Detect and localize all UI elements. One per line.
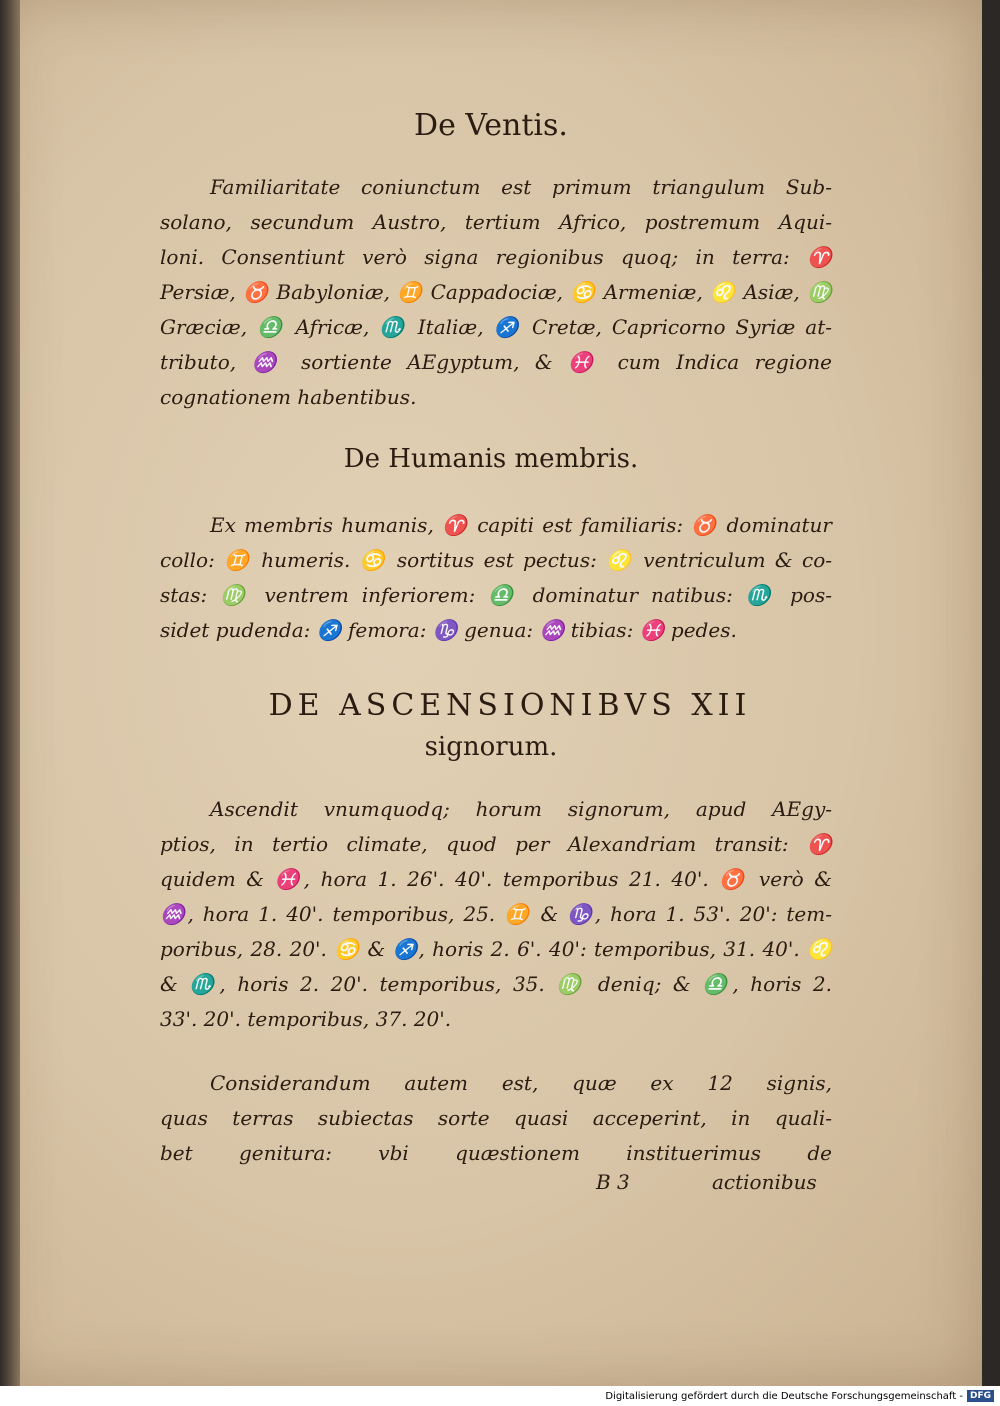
text-line: Considerandum autem est, quæ ex 12 signis,: [210, 1071, 832, 1095]
text-line: stas: ♍ ventrem inferiorem: ♎ dominatur natibus: ♏ pos-: [160, 583, 832, 607]
text-line: Ex membris humanis, ♈ capiti est familiaris: ♉ dominatur: [210, 513, 832, 537]
footer-bar: [0, 1386, 1000, 1406]
text-line: Familiaritate coniunctum est primum triangulum Sub-: [210, 175, 832, 199]
text-line: Persiæ, ♉ Babyloniæ, ♊ Cappadociæ, ♋ Armeniæ, ♌ Asiæ, ♍: [160, 280, 832, 304]
text-line: quidem & ♓, hora 1. 26'. 40'. temporibus 21. 40'. ♉ verò &: [160, 867, 832, 891]
heading-de-ascensionibus: DE ASCENSIONIBVS XII: [268, 688, 752, 723]
paragraph-ascensionibus: [160, 792, 832, 1037]
text-line: solano, secundum Austro, tertium Africo, postremum Aqui-: [160, 210, 832, 234]
paragraph-de-humanis: [160, 508, 832, 648]
text-line: cognationem habentibus.: [160, 385, 417, 409]
text-line: 33'. 20'. temporibus, 37. 20'.: [160, 1007, 452, 1031]
text-line: loni. Consentiunt verò signa regionibus quoq; in terra: ♈: [160, 245, 832, 269]
text-line: tributo, ♒ sortiente AEgyptum, & ♓ cum Indica regione: [160, 350, 832, 374]
text-line: ♒, hora 1. 40'. temporibus, 25. ♊ & ♑, hora 1. 53'. 20': tem-: [160, 902, 832, 926]
text-line: collo: ♊ humeris. ♋ sortitus est pectus: ♌ ventriculum & co-: [160, 548, 832, 572]
text-line: poribus, 28. 20'. ♋ & ♐, horis 2. 6'. 40': temporibus, 31. 40'. ♌: [160, 937, 832, 961]
text-line: quas terras subiectas sorte quasi acceperint, in quali-: [160, 1106, 832, 1130]
signature-mark: B 3: [596, 1170, 630, 1194]
text-line: Ascendit vnumquodq; horum signorum, apud AEgy-: [210, 797, 832, 821]
catchword: actionibus: [712, 1170, 817, 1194]
heading-de-ventis: De Ventis.: [414, 108, 568, 143]
text-line: sidet pudenda: ♐ femora: ♑ genua: ♒ tibias: ♓ pedes.: [160, 618, 737, 642]
text-line: Græciæ, ♎ Africæ, ♏ Italiæ, ♐ Cretæ, Capricorno Syriæ at-: [160, 315, 832, 339]
text-line: bet genitura: vbi quæstionem instituerimus de: [160, 1141, 832, 1165]
subheading-signorum: signorum.: [424, 732, 558, 762]
text-line: ptios, in tertio climate, quod per Alexandriam transit: ♈: [160, 832, 832, 856]
dfg-logo: DFG: [967, 1390, 994, 1402]
paragraph-de-ventis: [160, 170, 832, 415]
funding-note: Digitalisierung gefördert durch die Deutsche Forschungsgemeinschaft -: [605, 1390, 963, 1402]
paragraph-considerandum: [160, 1066, 832, 1171]
text-line: & ♏, horis 2. 20'. temporibus, 35. ♍ deniq; & ♎, horis 2.: [160, 972, 832, 996]
heading-de-humanis: De Humanis membris.: [343, 444, 639, 474]
